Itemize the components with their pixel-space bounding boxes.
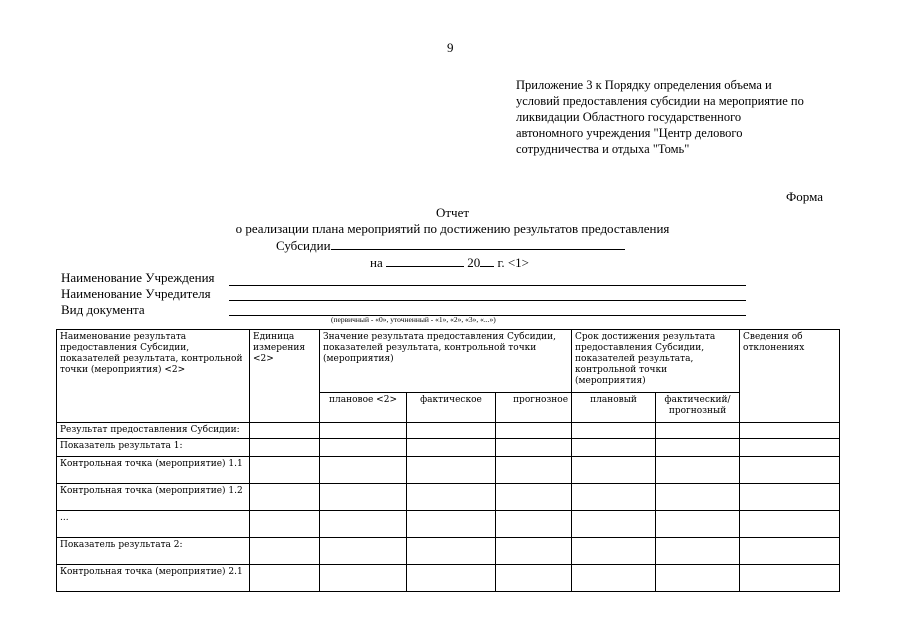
row-label: Контрольная точка (мероприятие) 1.1 <box>57 457 250 484</box>
table-cell[interactable] <box>572 484 656 511</box>
table-cell[interactable] <box>496 423 572 439</box>
appendix-line: Приложение 3 к Порядку определения объема и <box>516 78 772 92</box>
table-cell[interactable] <box>496 511 572 538</box>
subsidy-line <box>276 237 625 254</box>
header-unit: Единица измерения <2> <box>250 330 320 423</box>
appendix-line: автономного учреждения "Центр делового <box>516 126 743 140</box>
date-prefix: на <box>370 255 383 270</box>
table-cell[interactable] <box>250 511 320 538</box>
table-cell[interactable] <box>656 457 740 484</box>
row-label: ... <box>57 511 250 538</box>
table-cell[interactable] <box>656 484 740 511</box>
table-row <box>57 565 840 592</box>
year-prefix: 20 <box>467 255 481 270</box>
table-cell[interactable] <box>250 484 320 511</box>
table-cell[interactable] <box>407 457 496 484</box>
row-label: Показатель результата 1: <box>57 439 250 457</box>
date-line <box>370 254 529 271</box>
founder-field[interactable] <box>229 299 746 301</box>
table-row <box>57 457 840 484</box>
row-label: Контрольная точка (мероприятие) 2.1 <box>57 565 250 592</box>
appendix-line: условий предоставления субсидии на мероприятие по <box>516 94 804 108</box>
table-cell[interactable] <box>740 511 840 538</box>
table-cell[interactable] <box>250 565 320 592</box>
row-label: Результат предоставления Субсидии: <box>57 423 250 439</box>
table-cell[interactable] <box>320 511 407 538</box>
table-cell[interactable] <box>320 439 407 457</box>
table-cell[interactable] <box>656 538 740 565</box>
table-cell[interactable] <box>407 565 496 592</box>
table-cell[interactable] <box>250 439 320 457</box>
header-forecast: прогнозное <box>496 393 572 423</box>
document-subtitle: о реализации плана мероприятий по достижению результатов предоставления <box>235 221 670 236</box>
table-cell[interactable] <box>250 457 320 484</box>
table-cell[interactable] <box>496 484 572 511</box>
table-row <box>57 511 840 538</box>
table-cell[interactable] <box>250 538 320 565</box>
table-cell[interactable] <box>740 538 840 565</box>
header-result-name: Наименование результата предоставления Субсидии, показателей результата, контрольной точки (мероприятия) <2> <box>57 330 250 423</box>
table-cell[interactable] <box>740 439 840 457</box>
table-cell[interactable] <box>320 538 407 565</box>
table-cell[interactable] <box>572 565 656 592</box>
header-plan-date: плановый <box>572 393 656 423</box>
table-cell[interactable] <box>572 538 656 565</box>
table-cell[interactable] <box>572 423 656 439</box>
table-cell[interactable] <box>656 439 740 457</box>
table-cell[interactable] <box>320 565 407 592</box>
table-row <box>57 484 840 511</box>
institution-field[interactable] <box>229 284 746 286</box>
founder-label: Наименование Учредителя <box>61 286 211 301</box>
date-blank[interactable] <box>386 254 464 267</box>
header-deviations: Сведения об отклонениях <box>740 330 840 423</box>
document-title: Отчет <box>435 205 470 220</box>
table-cell[interactable] <box>572 457 656 484</box>
table-cell[interactable] <box>572 439 656 457</box>
table-cell[interactable] <box>407 538 496 565</box>
table-cell[interactable] <box>320 457 407 484</box>
table-cell[interactable] <box>496 457 572 484</box>
appendix-note <box>516 77 856 157</box>
year-blank[interactable] <box>480 254 494 267</box>
row-label: Контрольная точка (мероприятие) 1.2 <box>57 484 250 511</box>
form-label: Форма <box>786 189 823 204</box>
header-actual: фактическое <box>407 393 496 423</box>
table-row <box>57 423 840 439</box>
table-cell[interactable] <box>740 457 840 484</box>
table-cell[interactable] <box>407 439 496 457</box>
table-cell[interactable] <box>407 484 496 511</box>
appendix-line: сотрудничества и отдыха "Томь" <box>516 142 690 156</box>
header-values-group: Значение результата предоставления Субсидии, показателей результата, контрольной точки (мероприятия) <box>320 330 572 393</box>
table-cell[interactable] <box>740 484 840 511</box>
report-table <box>56 329 840 592</box>
table-cell[interactable] <box>320 423 407 439</box>
table-cell[interactable] <box>407 423 496 439</box>
subsidy-label: Субсидии <box>276 238 331 253</box>
header-actual-forecast-date: фактический/ прогнозный <box>656 393 740 423</box>
table-cell[interactable] <box>656 511 740 538</box>
table-cell[interactable] <box>740 423 840 439</box>
table-cell[interactable] <box>496 538 572 565</box>
subsidy-blank[interactable] <box>331 237 625 250</box>
header-planned: плановое <2> <box>320 393 407 423</box>
table-cell[interactable] <box>496 565 572 592</box>
table-cell[interactable] <box>320 484 407 511</box>
table-cell[interactable] <box>656 423 740 439</box>
table-cell[interactable] <box>572 511 656 538</box>
table-cell[interactable] <box>250 423 320 439</box>
document-type-hint: (первичный - «0», уточненный - «1», «2», «3», «...») <box>331 315 496 324</box>
table-row <box>57 538 840 565</box>
header-deadline-group: Срок достижения результата предоставления Субсидии, показателей результата, контрольной точки (мероприятия) <box>572 330 740 393</box>
table-row <box>57 439 840 457</box>
row-label: Показатель результата 2: <box>57 538 250 565</box>
institution-label: Наименование Учреждения <box>61 270 215 285</box>
document-type-label: Вид документа <box>61 302 145 317</box>
page-number: 9 <box>447 40 454 55</box>
table-cell[interactable] <box>656 565 740 592</box>
appendix-line: ликвидации Областного государственного <box>516 110 742 124</box>
table-cell[interactable] <box>407 511 496 538</box>
table-cell[interactable] <box>496 439 572 457</box>
date-suffix: г. <1> <box>497 255 530 270</box>
table-cell[interactable] <box>740 565 840 592</box>
